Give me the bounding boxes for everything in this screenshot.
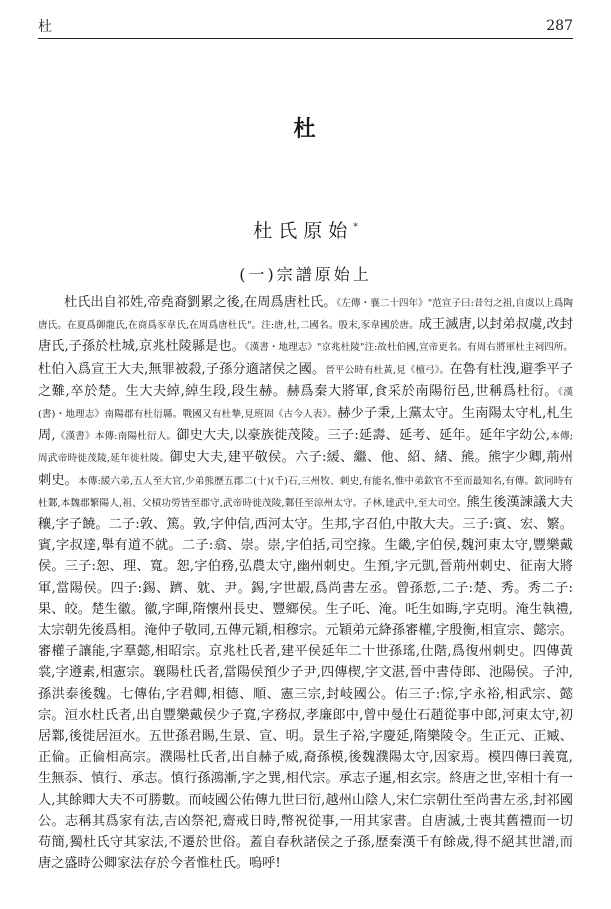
annotation-note: 《漢書・地理志》"京兆杜陵"注:故杜伯國,宣帝更名。有周右將軍杜主祠四所。 bbox=[244, 342, 573, 354]
subsection-title: (一)宗譜原始上 bbox=[239, 265, 372, 284]
body-text-run: 御史大夫,以豪族徙茂陵。三子:延壽、延考、延年。延年字幼公, bbox=[176, 428, 551, 444]
annotation-note: 《漢書》本傳:南陽杜衍人。 bbox=[55, 431, 177, 443]
body-text-run: 熊生後漢諫議大夫穰,字子饒。二子:敦、篤。敦,字仲信,西河太守。生邦,字召伯,中散大夫。三子:賓、宏、繁。賓,字叔達,舉有道不就。二子:翕、崇。崇,字伯括,司空掾。生畿,字伯侯,魏河東太守,豐樂戴侯。三子:恕、理、寬。恕,字伯務,弘農太守,幽州刺史。生預,字元凱,晉荊州刺史、征南大將軍,當陽侯。四子:錫、躋、躭、尹。錫,字世嘏,爲尚書左丞。曾孫悊,二子:楚、秀。秀二子:果、皎。楚生徽。徽,字暉,隋懷州長史、豐鄉侯。生子吒、淹。吒生如晦,字克明。淹生執禮,太宗朝先後爲相。淹仲子敬同,五傳元穎,相穆宗。元穎弟元絳孫審權,字殷衡,相宣宗、懿宗。審權子讓能,字羣懿,相昭宗。京兆杜氏者,建平侯延年二十世孫瑤,仕階,爲復州刺史。四傳黃裳,字遵素,相憲宗。襄陽杜氏者,當陽侯預少子尹,四傳楔,字文湛,晉中書侍郎、池陽侯。子沖,孫洪泰後魏。七傳佑,字君卿,相德、順、憲三宗,封岐國公。佑三子:悰,字永裕,相武宗、懿宗。洹水杜氏者,出自豐樂戴侯少子寬,字務叔,孝廉郎中,曾中曼仕石趙從事中郎,河東太守,初居鄴,後徙居洹水。五世孫君賜,生景、宣、明。景生子裕,字慶延,隋樂陵令。生正元、正臧、正倫。正倫相高宗。濮陽杜氏者,出自赫子威,裔孫模,後魏濮陽太守,因家焉。模四傳曰義寬,生無忝、慎行、承志。慎行孫鴻漸,字之巽,相代宗。承志子暹,相玄宗。終唐之世,宰相十有一人,其餘卿大夫不可勝數。而岐國公佑傳九世曰衍,越州山陰人,宋仁宗朝仕至尚書左丞,封祁國公。志稱其爲家有法,吉凶祭祀,齋戒日時,幣祝從事,一用其家書。自唐滅,士喪其舊禮而一切苟簡,獨杜氏守其家法,不遷於世俗。蓋自春秋諸侯之子孫,歷秦漢千有餘歲,得不絕其世譜,而唐之盛時公卿家法存於今者惟杜氏。嗚呼! bbox=[38, 494, 574, 872]
body-text-run: 赫少子秉,上黨太守。生南陽太守札,札生周, bbox=[38, 406, 573, 444]
page-number: 287 bbox=[546, 18, 573, 34]
main-paragraph bbox=[38, 292, 573, 874]
annotation-note: 《左傳・襄二十四年》"范宣子曰:昔匄之祖,自虞以上爲陶唐氏。在夏爲御龍氏,在商爲豕韋氏,在周爲唐杜氏"。注:唐,杜,二國名。殷末,豕韋國於唐。 bbox=[38, 298, 573, 332]
annotation-note: 本傳;周武帝時徙茂陵,延年徙杜陵。 bbox=[38, 431, 574, 465]
section-title bbox=[0, 216, 611, 243]
annotation-note: 晉平公時有杜黃,見《檀弓》。 bbox=[325, 364, 450, 376]
body-text-run: 杜氏出自祁姓,帝堯裔劉累之後,在周爲唐杜氏。 bbox=[64, 295, 337, 310]
body-text-run: 在魯有杜洩,避季平子之難,卒於楚。生大夫綽,綽生段,段生赫。赫爲秦大將軍,食采於南陽衍邑,世稱爲杜衍。 bbox=[38, 361, 573, 399]
annotation-note: 本傳:緩六弟,五人至大官,少弟熊歷五郡二(十)(千)石,三州牧、刺史,有能名,惟中弟欽官不至而最知名,有傳。欽同時有杜鄴,本魏郡繁陽人,祖、父槓功勞皆至郡守,武帝時徙茂陵,鄴任至涼州太守。子林,建武中,至大司空。 bbox=[38, 475, 574, 509]
footnote-marker: * bbox=[353, 222, 358, 233]
body-text-run: 成王滅唐,以封弟叔虞,改封唐氏,子孫於杜城,京兆杜陵縣是也。 bbox=[38, 317, 573, 355]
chapter-title: 杜 bbox=[293, 116, 318, 142]
body-text-run: 杜伯入爲宣王大夫,無罪被殺,子孫分適諸侯之國。 bbox=[38, 361, 326, 377]
section-title-text: 杜氏原始 bbox=[253, 220, 354, 242]
body-text-run: 御史大夫,建平敬侯。六子:緩、繼、他、紹、緒、熊。熊字少卿,荊州刺史。 bbox=[38, 450, 573, 488]
header-rule bbox=[38, 38, 573, 39]
annotation-note: 《漢(書)・地理志》南陽郡有杜衍縣。戰國又有杜摯,見班固《古今人表》。 bbox=[38, 386, 573, 421]
running-header-title: 杜 bbox=[38, 19, 52, 35]
running-header bbox=[38, 16, 573, 36]
